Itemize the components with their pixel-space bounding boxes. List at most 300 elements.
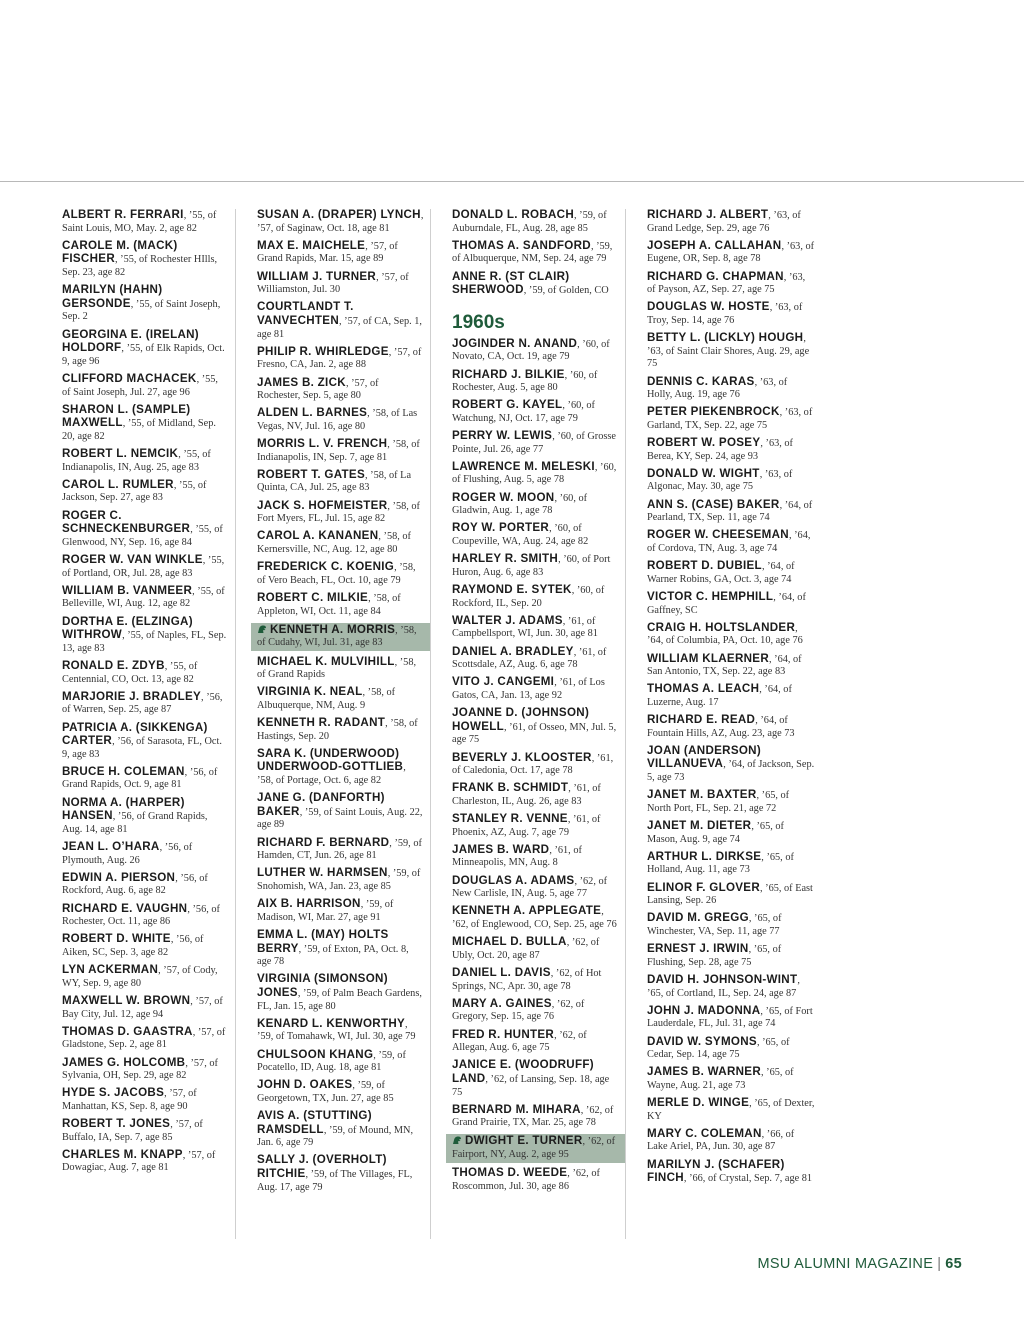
obituary-entry <box>647 560 815 586</box>
obituary-details: , ’59, of Golden, CO <box>523 285 609 297</box>
obituary-name: DOUGLAS W. HOSTE <box>647 300 770 314</box>
obituary-name: JANET M. DIETER <box>647 819 752 833</box>
obituary-details: , ’60, of Rochester, Aug. 5, age 80 <box>452 369 598 394</box>
obituary-name: KENNETH A. MORRIS <box>270 622 396 636</box>
obituary-name: JAMES B. ZICK <box>257 375 346 389</box>
obituary-entry <box>647 406 815 432</box>
obituary-name: AVIS A. (STUTTING) RAMSDELL <box>257 1109 372 1136</box>
obituary-name: ROBERT L. NEMCIK <box>62 447 179 461</box>
obituary-name: KENARD L. KENWORTHY <box>257 1016 406 1030</box>
obituary-details: , ’56, of Plymouth, Aug. 26 <box>62 842 193 866</box>
obituary-details: , ’64, of Luzerne, Aug. 17 <box>647 684 792 708</box>
obituary-entry <box>62 240 229 280</box>
obituary-name: VICTOR C. HEMPHILL <box>647 589 774 603</box>
obituary-entry <box>257 837 424 863</box>
obituary-details: , ’65, of Dexter, KY <box>647 1098 815 1122</box>
obituary-name: RICHARD G. CHAPMAN <box>647 269 784 283</box>
obituary-details: , ’57, of Bay City, Jul. 12, age 94 <box>62 995 223 1020</box>
obituary-details: , ’56, of Warren, Sep. 25, age 87 <box>62 691 223 716</box>
obituary-entry <box>257 1079 424 1105</box>
obituary-column-1 <box>56 209 236 1239</box>
obituary-entry <box>647 437 815 463</box>
obituary-name: EMMA L. (MAY) HOLTS BERRY <box>257 927 389 955</box>
obituary-details: , ’58, of Albuquerque, NM, Aug. 9 <box>257 687 396 711</box>
obituary-details: , ’63, of Saint Clair Shores, Aug. 29, age 75 <box>647 333 810 370</box>
obituary-entry <box>452 752 619 778</box>
obituary-name: CLIFFORD MACHACEK <box>62 371 197 385</box>
obituary-entry <box>647 1036 815 1062</box>
obituary-columns <box>56 209 978 1239</box>
obituary-details: , ’59, of Madison, WI, Mar. 27, age 91 <box>257 899 394 923</box>
obituary-name: HYDE S. JACOBS <box>62 1086 165 1100</box>
obituary-name: PERRY W. LEWIS <box>452 429 553 443</box>
obituary-details: , ’56, of Grand Rapids, Aug. 14, age 81 <box>62 811 208 835</box>
obituary-details: , ’61, of Minneapolis, MN, Aug. 8 <box>452 844 582 869</box>
obituary-details: , ’64, of San Antonio, TX, Sep. 22, age 83 <box>647 653 802 678</box>
obituary-entry <box>62 766 229 792</box>
obituary-entry <box>647 271 815 297</box>
obituary-entry <box>647 1159 815 1186</box>
obituary-name: MARY A. GAINES <box>452 996 552 1010</box>
obituary-entry <box>62 872 229 898</box>
obituary-name: DENNIS C. KARAS <box>647 374 755 388</box>
obituary-details: , ’62, of Ubly, Oct. 20, age 87 <box>452 937 600 961</box>
obituary-details: , ’60, of Watchung, NJ, Oct. 17, age 79 <box>452 400 595 424</box>
obituary-entry <box>452 1167 619 1193</box>
obituary-details: , ’65, of Flushing, Sep. 28, age 75 <box>647 944 782 968</box>
obituary-details: , ’62, of Fairport, NY, Aug. 2, age 95 <box>452 1136 616 1161</box>
obituary-entry <box>452 369 619 395</box>
obituary-details: , ’59, of Hamden, CT, Jun. 26, age 81 <box>257 837 422 862</box>
obituary-entry <box>452 676 619 702</box>
obituary-entry <box>62 1087 229 1113</box>
obituary-name: THOMAS A. LEACH <box>647 682 760 696</box>
obituary-name: ROGER W. CHEESEMAN <box>647 528 789 542</box>
obituary-details: , ’59, of Tomahawk, WI, Jul. 30, age 79 <box>257 1018 416 1043</box>
obituary-name: DANIEL L. DAVIS <box>452 965 551 979</box>
obituary-entry <box>257 271 424 297</box>
obituary-entry <box>62 995 229 1021</box>
obituary-entry <box>257 973 424 1013</box>
obituary-name: STANLEY R. VENNE <box>452 812 568 826</box>
obituary-details: , ’55, of Centennial, CO, Oct. 13, age 82 <box>62 660 198 685</box>
obituary-name: KENNETH R. RADANT <box>257 716 386 730</box>
obituary-entry <box>257 1018 424 1044</box>
obituary-name: PETER PIEKENBROCK <box>647 405 780 419</box>
obituary-details: , ’64, of Fountain Hills, AZ, Aug. 23, age 73 <box>647 715 795 739</box>
obituary-details: , ’55, of Glenwood, NY, Sep. 16, age 84 <box>62 524 223 548</box>
obituary-entry <box>647 529 815 555</box>
obituary-name: PHILIP R. WHIRLEDGE <box>257 344 389 358</box>
obituary-entry <box>452 905 619 931</box>
obituary-name: SARA K. (UNDERWOOD) UNDERWOOD-GOTTLIEB <box>257 746 404 774</box>
obituary-name: WALTER J. ADAMS <box>452 613 563 627</box>
obituary-details: , ’61, of Campbellsport, WI, Jun. 30, age 81 <box>452 615 598 640</box>
obituary-entry <box>647 499 815 525</box>
obituary-column-2 <box>251 209 431 1239</box>
obituary-name: DANIEL A. BRADLEY <box>452 644 574 658</box>
obituary-name: CHARLES M. KNAPP <box>62 1147 183 1161</box>
obituary-name: ROBERT T. GATES <box>257 467 365 481</box>
obituary-details: , ’65, of East Lansing, Sep. 26 <box>647 882 813 907</box>
obituary-details: , ’62, of Allegan, Aug. 6, age 75 <box>452 1029 587 1054</box>
obituary-name: HARLEY R. SMITH <box>452 552 559 566</box>
obituary-details: , ’61, of Osseo, MN, Jul. 5, age 75 <box>452 721 617 746</box>
obituary-entry <box>62 1118 229 1144</box>
obituary-details: , ’65, of Winchester, VA, Sep. 11, age 77 <box>647 913 782 937</box>
obituary-name: COURTLANDT T. VANVECHTEN <box>257 300 354 327</box>
obituary-entry <box>257 469 424 495</box>
obituary-entry-highlighted <box>446 1134 625 1162</box>
obituary-name: BETTY L. (LICKLY) HOUGH <box>647 331 804 345</box>
obituary-entry <box>62 903 229 929</box>
obituary-entry <box>257 656 424 682</box>
top-divider-line <box>0 181 1024 182</box>
obituary-name: ALDEN L. BARNES <box>257 406 368 420</box>
obituary-details: , ’58, of Portage, Oct. 6, age 82 <box>257 762 406 787</box>
obituary-entry <box>452 1059 619 1099</box>
obituary-entry <box>257 592 424 618</box>
obituary-entry <box>452 936 619 962</box>
obituary-entry <box>62 510 229 550</box>
obituary-entry <box>452 813 619 839</box>
obituary-details: , ’61, of Caledonia, Oct. 17, age 78 <box>452 752 614 777</box>
obituary-details: , ’63, of Troy, Sep. 14, age 76 <box>647 302 803 326</box>
obituary-entry <box>647 209 815 235</box>
obituary-details: , ’55, of Indianapolis, IN, Aug. 25, age 83 <box>62 449 211 473</box>
obituary-name: MARJORIE J. BRADLEY <box>62 689 202 703</box>
obituary-entry <box>62 554 229 580</box>
obituary-name: ROBERT T. JONES <box>62 1117 171 1131</box>
obituary-name: PATRICIA A. (SIKKENGA) CARTER <box>62 720 208 748</box>
obituary-entry <box>647 1066 815 1092</box>
obituary-details: , ’57, of Williamston, Jul. 30 <box>257 271 409 296</box>
obituary-name: VIRGINIA K. NEAL <box>257 685 363 699</box>
obituary-entry <box>647 714 815 740</box>
obituary-name: FRED R. HUNTER <box>452 1027 555 1041</box>
obituary-entry <box>647 882 815 908</box>
obituary-entry <box>452 209 619 235</box>
obituary-entry <box>647 1005 815 1031</box>
obituary-name: ROGER W. MOON <box>452 490 555 504</box>
obituary-details: , ’59, of Exton, PA, Oct. 8, age 78 <box>257 943 409 968</box>
obituary-entry <box>257 867 424 893</box>
obituary-entry <box>452 522 619 548</box>
obituary-details: , ’59, of Georgetown, TX, Jun. 27, age 85 <box>257 1080 394 1104</box>
obituary-entry <box>62 329 229 369</box>
obituary-name: JAMES B. WARNER <box>647 1065 762 1079</box>
decade-heading: 1960s <box>452 311 505 333</box>
obituary-name: WILLIAM J. TURNER <box>257 269 377 283</box>
obituary-name: CAROL L. RUMLER <box>62 477 174 491</box>
obituary-details: , ’59, of Auburndale, FL, Aug. 28, age 85 <box>452 210 607 234</box>
obituary-name: THOMAS D. WEEDE <box>452 1166 568 1180</box>
obituary-entry <box>62 616 229 656</box>
obituary-name: ROGER W. VAN WINKLE <box>62 553 203 566</box>
obituary-details: , ’60, of Gladwin, Aug. 1, age 78 <box>452 492 588 517</box>
obituary-name: JANICE E. (WOODRUFF) LAND <box>452 1058 594 1085</box>
obituary-details: , ’55, of Belleville, WI, Aug. 12, age 82 <box>62 585 225 610</box>
obituary-entry <box>647 1097 815 1123</box>
obituary-details: , ’55, of Saint Joseph, Jul. 27, age 96 <box>62 373 219 398</box>
obituary-details: , ’65, of Fort Lauderdale, FL, Jul. 31, age 74 <box>647 1005 813 1030</box>
obituary-details: , ’63, of Holly, Aug. 19, age 76 <box>647 376 788 401</box>
obituary-entry <box>257 301 424 341</box>
obituary-details: , ’57, of Saginaw, Oct. 18, age 81 <box>257 210 424 234</box>
obituary-details: , ’58, of Grand Rapids <box>257 656 417 681</box>
obituary-details: , ’64, of Jackson, Sep. 5, age 73 <box>647 759 815 784</box>
obituary-details: , ’65, of Cortland, IL, Sep. 24, age 87 <box>647 974 800 999</box>
obituary-entry <box>647 912 815 938</box>
obituary-details: , ’64, of Warner Robins, GA, Oct. 3, age 74 <box>647 561 795 585</box>
obituary-name: JOAN (ANDERSON) VILLANUEVA <box>647 743 762 771</box>
obituary-details: , ’63, of Algonac, May. 30, age 75 <box>647 468 793 493</box>
obituary-entry <box>647 301 815 327</box>
obituary-entry <box>452 461 619 487</box>
obituary-entry <box>647 653 815 679</box>
page-footer <box>757 1256 962 1272</box>
obituary-name: JOGINDER N. ANAND <box>452 336 578 350</box>
obituary-details: , ’65, of Wayne, Aug. 21, age 73 <box>647 1067 794 1091</box>
obituary-name: SUSAN A. (DRAPER) LYNCH <box>257 208 421 221</box>
obituary-name: ROBERT D. DUBIEL <box>647 559 762 573</box>
obituary-entry <box>257 500 424 526</box>
obituary-name: RICHARD F. BERNARD <box>257 835 390 849</box>
obituary-entry <box>452 844 619 870</box>
obituary-entry <box>257 346 424 372</box>
obituary-entry <box>647 745 815 785</box>
obituary-entry <box>257 1049 424 1075</box>
obituary-name: JANET M. BAXTER <box>647 788 757 802</box>
obituary-entry <box>62 933 229 959</box>
footer-separator: | <box>937 1256 942 1272</box>
obituary-name: FREDERICK C. KOENIG <box>257 560 395 574</box>
obituary-entry <box>452 271 619 298</box>
obituary-name: BRUCE H. COLEMAN <box>62 764 185 778</box>
obituary-name: RICHARD J. BILKIE <box>452 367 565 381</box>
obituary-entry <box>452 646 619 672</box>
obituary-name: ARTHUR L. DIRKSE <box>647 849 762 863</box>
obituary-details: , ’66, of Lake Ariel, PA, Jun. 30, age 87 <box>647 1128 795 1153</box>
obituary-name: MAX E. MAICHELE <box>257 238 366 252</box>
obituary-entry <box>647 820 815 846</box>
obituary-entry <box>257 686 424 712</box>
obituary-name: ROBERT G. KAYEL <box>452 398 563 412</box>
obituary-details: , ’55, of Saint Louis, MO, May. 2, age 82 <box>62 210 217 234</box>
obituary-entry <box>452 492 619 518</box>
obituary-entry <box>452 615 619 641</box>
obituary-entry <box>62 404 229 444</box>
obituary-name: THOMAS D. GAASTRA <box>62 1024 193 1038</box>
obituary-name: JEAN L. O’HARA <box>62 840 160 854</box>
obituary-name: DORTHA E. (ELZINGA) WITHROW <box>62 614 193 642</box>
obituary-entry <box>647 851 815 877</box>
obituary-name: ROGER C. SCHNECKENBURGER <box>62 508 191 536</box>
obituary-entry <box>257 748 424 788</box>
obituary-details: , ’64, of Gaffney, SC <box>647 591 806 616</box>
obituary-entry <box>452 240 619 266</box>
obituary-name: ERNEST J. IRWIN <box>647 942 749 956</box>
obituary-entry <box>257 438 424 464</box>
obituary-name: MORRIS L. V. FRENCH <box>257 437 388 451</box>
obituary-entry <box>62 209 229 235</box>
obituary-details: , ’55, of Portland, OR, Jul. 28, age 83 <box>62 555 225 579</box>
obituary-details: , ’63, of Berea, KY, Sep. 24, age 93 <box>647 438 793 462</box>
obituary-name: RONALD E. ZDYB <box>62 658 165 672</box>
obituary-entry <box>62 841 229 867</box>
obituary-name: WILLIAM KLAERNER <box>647 651 770 665</box>
obituary-details: , ’63, of Payson, AZ, Sep. 27, age 75 <box>647 271 806 296</box>
obituary-details: , ’58, of Vero Beach, FL, Oct. 10, age 79 <box>257 562 416 586</box>
obituary-entry <box>62 797 229 837</box>
obituary-name: RICHARD E. VAUGHN <box>62 901 188 915</box>
obituary-details: , ’65, of North Port, FL, Sep. 21, age 72 <box>647 790 790 814</box>
obituary-details: , ’58, of Fort Myers, FL, Jul. 15, age 82 <box>257 500 420 525</box>
obituary-name: DWIGHT E. TURNER <box>465 1134 583 1148</box>
obituary-entry <box>257 407 424 433</box>
obituary-details: , ’56, of Rockford, Aug. 6, age 82 <box>62 872 208 897</box>
obituary-entry <box>452 399 619 425</box>
obituary-entry-highlighted <box>251 623 430 651</box>
obituary-details: , ’58, of Cudahy, WI, Jul. 31, age 83 <box>257 624 417 649</box>
obituary-details: , ’56, of Rochester, Oct. 11, age 86 <box>62 903 220 928</box>
obituary-details: , ’57, of Rochester, Sep. 5, age 80 <box>257 377 379 402</box>
obituary-name: JOSEPH A. CALLAHAN <box>647 238 782 252</box>
obituary-name: MARY C. COLEMAN <box>647 1126 762 1140</box>
obituary-name: MAXWELL W. BROWN <box>62 993 191 1007</box>
obituary-name: DAVID M. GREGG <box>647 911 749 925</box>
obituary-name: ALBERT R. FERRARI <box>62 208 184 221</box>
obituary-details: , ’58, of Indianapolis, IN, Sep. 7, age 81 <box>257 439 420 463</box>
obituary-name: ROBERT C. MILKIE <box>257 590 369 604</box>
obituary-entry <box>257 377 424 403</box>
obituary-details: , ’63, of Grand Ledge, Sep. 29, age 76 <box>647 210 801 234</box>
obituary-details: , ’61, of Phoenix, AZ, Aug. 7, age 79 <box>452 814 601 838</box>
obituary-entry <box>62 373 229 399</box>
obituary-entry <box>257 717 424 743</box>
obituary-details: , ’62, of Hot Springs, NC, Apr. 30, age 78 <box>452 967 602 992</box>
obituary-details: , ’59, of Mound, MN, Jan. 6, age 79 <box>257 1124 414 1149</box>
obituary-name: ROBERT W. POSEY <box>647 436 761 450</box>
obituary-entry <box>62 722 229 762</box>
obituary-name: MARILYN J. (SCHAFER) FINCH <box>647 1157 785 1185</box>
obituary-entry <box>257 929 424 969</box>
obituary-name: LAWRENCE M. MELESKI <box>452 459 595 473</box>
obituary-name: AIX B. HARRISON <box>257 897 361 911</box>
obituary-details: , ’55, of Saint Joseph, Sep. 2 <box>62 298 221 323</box>
obituary-details: , ’55, of Naples, FL, Sep. 13, age 83 <box>62 630 227 654</box>
obituary-details: , ’58, of La Quinta, CA, Jul. 25, age 83 <box>257 469 412 494</box>
spartan-helmet-icon <box>257 624 267 634</box>
obituary-details: , ’65, of Mason, Aug. 9, age 74 <box>647 821 784 845</box>
obituary-name: SALLY J. (OVERHOLT) RITCHIE <box>257 1153 387 1181</box>
obituary-details: , ’62, of Englewood, CO, Sep. 25, age 76 <box>452 906 617 930</box>
obituary-name: VITO J. CANGEMI <box>452 675 555 689</box>
obituary-entry <box>62 284 229 324</box>
obituary-details: , ’62, of Roscommon, Jul. 30, age 86 <box>452 1168 600 1192</box>
obituary-name: CHULSOON KHANG <box>257 1047 374 1061</box>
obituary-entry <box>647 974 815 1000</box>
obituary-entry <box>257 530 424 556</box>
obituary-name: JOHN J. MADONNA <box>647 1003 761 1017</box>
obituary-name: DONALD L. ROBACH <box>452 208 575 221</box>
obituary-name: RICHARD E. READ <box>647 713 756 727</box>
obituary-entry <box>647 789 815 815</box>
obituary-details: , ’66, of Crystal, Sep. 7, age 81 <box>683 1173 813 1185</box>
obituary-entry <box>647 468 815 494</box>
obituary-name: JACK S. HOFMEISTER <box>257 498 388 512</box>
obituary-name: MICHAEL D. BULLA <box>452 935 567 949</box>
obituary-name: CRAIG H. HOLTSLANDER <box>647 620 796 634</box>
obituary-entry <box>257 561 424 587</box>
obituary-entry <box>647 240 815 266</box>
obituary-name: CAROL A. KANANEN <box>257 529 379 543</box>
obituary-name: ELINOR F. GLOVER <box>647 880 761 894</box>
obituary-details: , ’63, of Eugene, OR, Sep. 8, age 78 <box>647 240 815 265</box>
obituary-entry <box>257 240 424 266</box>
obituary-entry <box>452 998 619 1024</box>
obituary-name: LYN ACKERMAN <box>62 963 159 977</box>
obituary-details: , ’55, of Elk Rapids, Oct. 9, age 96 <box>62 343 225 367</box>
obituary-details: , ’61, of Los Gatos, CA, Jan. 13, age 92 <box>452 677 605 701</box>
obituary-entry <box>452 707 619 747</box>
obituary-name: THOMAS A. SANDFORD <box>452 238 591 252</box>
obituary-entry <box>257 792 424 832</box>
obituary-details: , ’58, of Las Vegas, NV, Jul. 16, age 80 <box>257 408 418 432</box>
obituary-details: , ’60, of Novato, CA, Oct. 19, age 79 <box>452 338 610 363</box>
obituary-details: , ’57, of Grand Rapids, Mar. 15, age 89 <box>257 240 398 265</box>
obituary-name: ANNE R. (ST CLAIR) SHERWOOD <box>452 269 570 297</box>
magazine-name: MSU ALUMNI MAGAZINE <box>757 1256 934 1272</box>
obituary-details: , ’55, of Midland, Sep. 20, age 82 <box>62 418 216 442</box>
obituary-name: JANE G. (DANFORTH) BAKER <box>257 791 385 818</box>
obituary-details: , ’57, of Gladstone, Sep. 2, age 81 <box>62 1026 226 1051</box>
obituary-details: , ’58, of Kernersville, NC, Aug. 12, age 80 <box>257 531 411 555</box>
obituary-details: , ’56, of Sarasota, FL, Oct. 9, age 83 <box>62 736 222 760</box>
obituary-entry <box>452 584 619 610</box>
obituary-details: , ’59, of Snohomish, WA, Jan. 23, age 85 <box>257 868 421 892</box>
obituary-details: , ’56, of Aiken, SC, Sep. 3, age 82 <box>62 934 204 958</box>
obituary-details: , ’62, of Lansing, Sep. 18, age 75 <box>452 1073 610 1098</box>
obituary-entry <box>62 448 229 474</box>
obituary-details: , ’60, of Flushing, Aug. 5, age 78 <box>452 461 617 486</box>
obituary-details: , ’62, of Gregory, Sep. 15, age 76 <box>452 998 585 1023</box>
obituary-name: JOHN D. OAKES <box>257 1078 353 1092</box>
obituary-name: JAMES G. HOLCOMB <box>62 1055 186 1069</box>
obituary-name: CAROLE M. (MACK) FISCHER <box>62 238 178 266</box>
obituary-details: , ’60, of Rockford, IL, Sep. 20 <box>452 585 605 609</box>
obituary-column-3 <box>446 209 626 1239</box>
obituary-entry <box>452 430 619 456</box>
obituary-name: ROY W. PORTER <box>452 521 550 535</box>
obituary-details: , ’56, of Grand Rapids, Oct. 9, age 81 <box>62 766 218 791</box>
obituary-name: RAYMOND E. SYTEK <box>452 583 572 596</box>
obituary-details: , ’64, of Columbia, PA, Oct. 10, age 76 <box>647 622 803 647</box>
obituary-details: , ’57, of Buffalo, IA, Sep. 7, age 85 <box>62 1119 203 1143</box>
obituary-details: , ’61, of Charleston, IL, Aug. 26, age 83 <box>452 783 601 807</box>
obituary-entry <box>452 338 619 364</box>
page-number: 65 <box>945 1256 962 1272</box>
obituary-details: , ’55, of Jackson, Sep. 27, age 83 <box>62 479 207 504</box>
obituary-entry <box>62 1149 229 1175</box>
obituary-details: , ’55, of Rochester HIlls, Sep. 23, age 82 <box>62 254 218 278</box>
obituary-name: WILLIAM B. VANMEER <box>62 583 193 597</box>
obituary-entry <box>647 683 815 709</box>
obituary-entry <box>62 1026 229 1052</box>
obituary-details: , ’57, of Cody, WY, Sep. 9, age 80 <box>62 965 218 989</box>
obituary-name: EDWIN A. PIERSON <box>62 870 176 884</box>
obituary-entry <box>647 943 815 969</box>
